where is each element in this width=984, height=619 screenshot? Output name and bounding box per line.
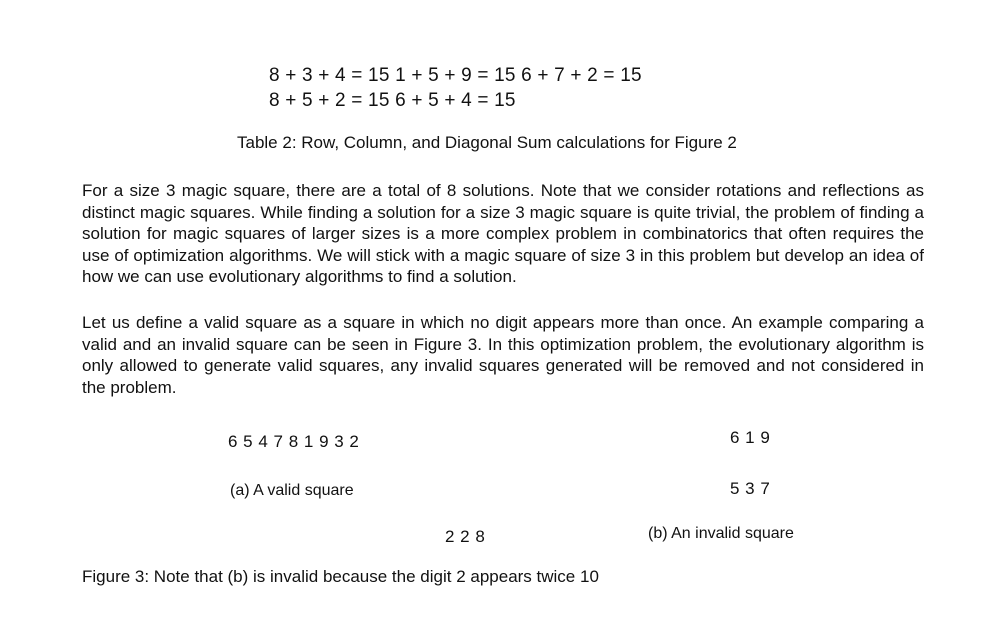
sum-calculation-line-1: 8 + 3 + 4 = 15 1 + 5 + 9 = 15 6 + 7 + 2 = 15 (269, 65, 642, 86)
valid-square-caption: (a) A valid square (230, 482, 354, 499)
invalid-square-row-1: 6 1 9 (730, 428, 771, 447)
paragraph-valid-square (82, 312, 924, 398)
invalid-square-row-3: 2 2 8 (445, 527, 486, 546)
invalid-square-row-2: 5 3 7 (730, 479, 771, 498)
table-2-caption: Table 2: Row, Column, and Diagonal Sum calculations for Figure 2 (237, 133, 737, 152)
sum-calculation-line-2: 8 + 5 + 2 = 15 6 + 5 + 4 = 15 (269, 90, 516, 111)
invalid-square-caption: (b) An invalid square (648, 525, 794, 542)
paragraph-1-text: For a size 3 magic square, there are a total of 8 solutions. Note that we consider rotations and reflections as distinct magic squares. While finding a solution for a size 3 magic square is quite trivial, the problem of finding a solution for magic squares of larger sizes is a more complex problem in combinatorics that often requires the use of optimization algorithms. We will stick with a magic square of size 3 in this problem but develop an idea of how we can use evolutionary algorithms to find a solution. (82, 181, 924, 286)
valid-square-digits: 6 5 4 7 8 1 9 3 2 (228, 432, 360, 451)
paragraph-solutions (82, 180, 924, 288)
figure-3-caption: Figure 3: Note that (b) is invalid because the digit 2 appears twice 10 (82, 567, 599, 586)
paragraph-2-text: Let us define a valid square as a square in which no digit appears more than once. An example comparing a valid and an invalid square can be seen in Figure 3. In this optimization problem, the evolutionary algorithm is only allowed to generate valid squares, any invalid squares generated will be removed and not considered in the problem. (82, 313, 924, 397)
